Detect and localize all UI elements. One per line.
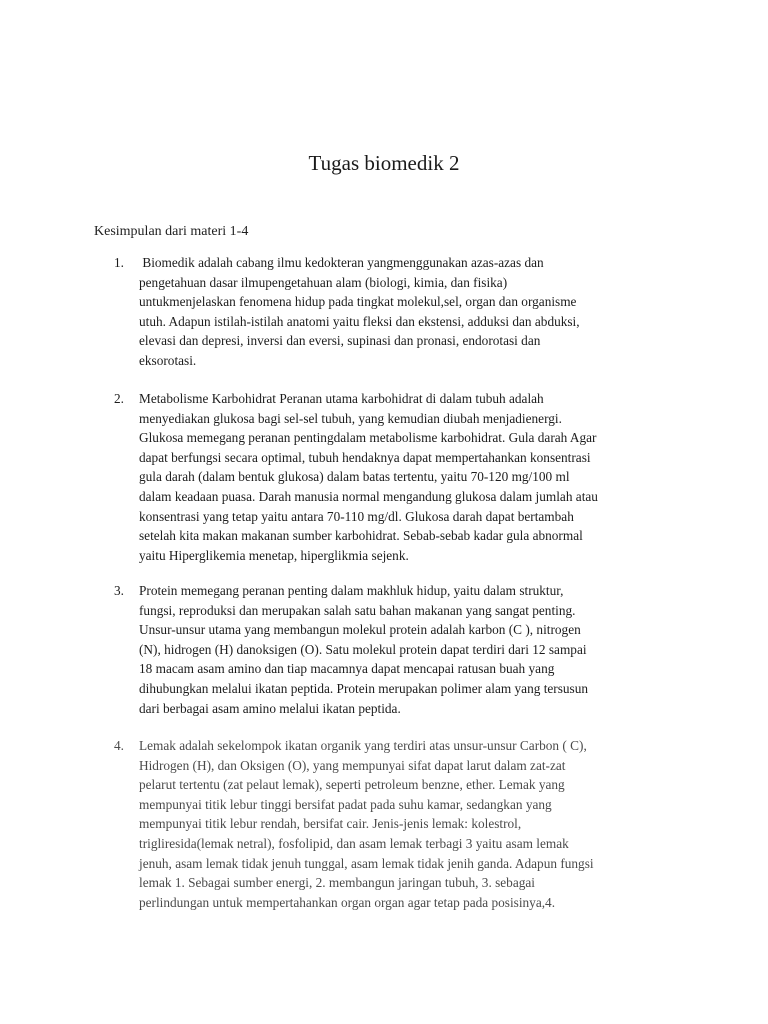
- list-item-text: Protein memegang peranan penting dalam makhluk hidup, yaitu dalam struktur, fungsi, reproduksi dan merupakan salah satu bahan makanan yang sangat penting. Unsur-unsur utama yang membangun molekul protein adalah karbon (C ), nitrogen (N), hidrogen (H) danoksigen (O). Satu molekul protein dapat terdiri dari 12 sampai 18 macam asam amino dan tiap macamnya dapat mencapai ratusan buah yang dihubungkan melalui ikatan peptida. Protein merupakan polimer alam yang tersusun dari berbagai asam amino melalui ikatan peptida.: [139, 583, 589, 716]
- document-title: Tugas biomedik 2: [308, 151, 460, 175]
- list-item-text: Biomedik adalah cabang ilmu kedokteran yangmenggunakan azas-azas dan pengetahuan dasar ilmupengetahuan alam (biologi, kimia, dan fisika) untukmenjelaskan fenomena hidup pada tingkat molekul,sel, organ dan organisme utuh. Adapun istilah-istilah anatomi yaitu fleksi dan ekstensi, adduksi dan abduksi, elevasi dan depresi, inversi dan eversi, supinasi dan pronasi, endorotasi dan eksorotasi.: [139, 255, 580, 368]
- list-item-text: Metabolisme Karbohidrat Peranan utama karbohidrat di dalam tubuh adalah menyediakan glukosa bagi sel-sel tubuh, yang kemudian diubah menjadienergi. Glukosa memegang peranan pentingdalam metabolisme karbohidrat. Gula darah Agar dapat berfungsi secara optimal, tubuh hendaknya dapat mempertahankan konsentrasi gula darah (dalam bentuk glukosa) dalam batas tertentu, yaitu 70-120 mg/100 ml dalam keadaan puasa. Darah manusia normal mengandung glukosa dalam jumlah atau konsentrasi yang tetap yaitu antara 70-110 mg/dl. Glukosa darah dapat bertambah setelah kita makan makanan sumber karbohidrat. Sebab-sebab kadar gula abnormal yaitu Hiperglikemia menetap, hiperglikmia sejenk.: [139, 391, 598, 563]
- list-item-number: 2.: [114, 391, 124, 406]
- list-item-number: 4.: [114, 738, 124, 753]
- document-subtitle: Kesimpulan dari materi 1-4: [94, 224, 249, 239]
- list-item-text: Lemak adalah sekelompok ikatan organik yang terdiri atas unsur-unsur Carbon ( C), Hidrogen (H), dan Oksigen (O), yang mempunyai sifat dapat larut dalam zat-zat pelarut tertentu (zat pelaut lemak), seperti petroleum benzne, ether. Lemak yang mempunyai titik lebur tinggi bersifat padat pada suhu kamar, sedangkan yang mempunyai titik lebur rendah, bersifat cair. Jenis-jenis lemak: kolestrol, trigliresida(lemak netral), fosfolipid, dan asam lemak terbagi 3 yaitu asam lemak jenuh, asam lemak tidak jenuh tunggal, asam lemak tidak jenih ganda. Adapun fungsi lemak 1. Sebagai sumber energi, 2. membangun jaringan tubuh, 3. sebagai perlindungan untuk mempertahankan organ organ agar tetap pada posisinya,4.: [139, 738, 594, 910]
- list-item-number: 1.: [114, 255, 124, 270]
- list-item-number: 3.: [114, 583, 124, 598]
